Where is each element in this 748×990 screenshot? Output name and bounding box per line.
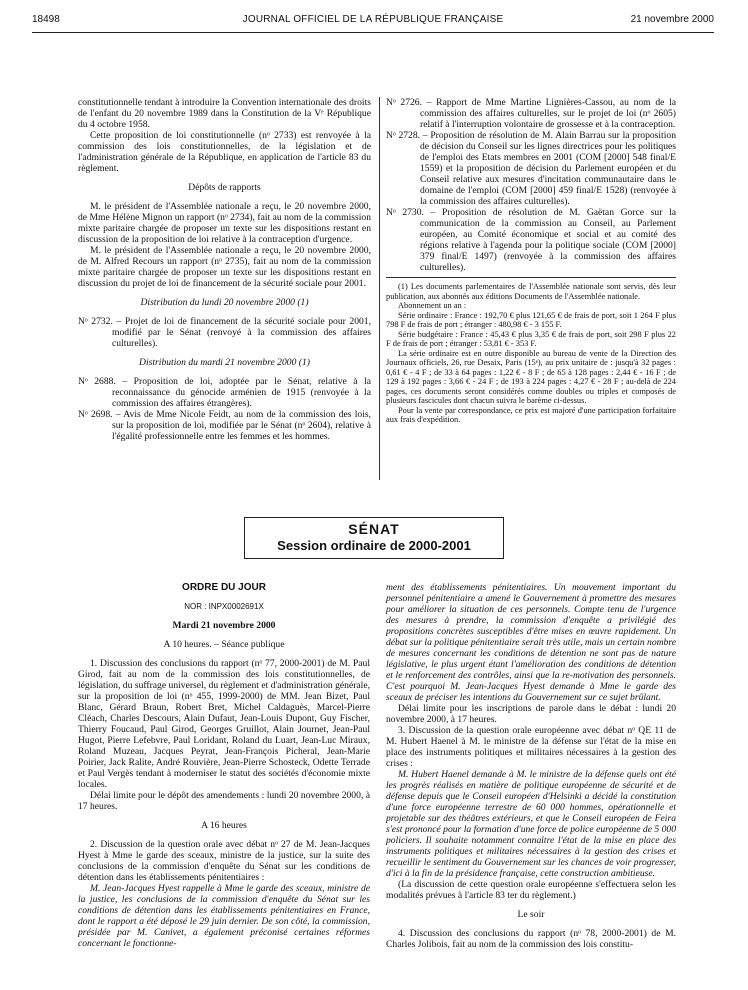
question-text: M. Jean-Jacques Hyest rappelle à Mme le garde des sceaux, ministre de la justice, les conclusions de la commission d'enquête du Sénat sur les conditions de détention dans les établissements pénitentiaires en France, dont le rapport a été déposé le 29 juin dernier. De son côté, la commission, présidée par M. Canivet, a également préconisé certaines réformes concernant le fonctionne- — [78, 883, 370, 949]
section-heading: Dépôts de rapports — [188, 182, 261, 193]
footnote-text: Série ordinaire : France : 192,70 € plus 121,65 € de frais de port, soit 1 264 F plus 798 F de frais de port ; étranger : 480,98 € - 3 155 F. — [386, 310, 676, 329]
question-text: M. Hubert Haenel demande à M. le ministre de la défense quels ont été les progrès réalisés en matière de politique européenne de sécurité et de défense depuis que le Conseil européen d'Helsinki a décidé la constitution d'une force européenne terrestre de 60 000 hommes, opérationnelle et projetable sur des théâtres extérieurs, et que le Conseil européen de Feira s'est prononcé pour la formation d'une force de police européenne de 5 000 policiers. Il souhaite notamment connaître l'état de la mise en place des instruments politiques et militaires nécessaires à la gestion des crises et recueillir le sentiment du Gouvernement sur les chances de voir progresser, d'ici à la fin de la présidence française, cette construction ambitieuse. — [386, 769, 676, 879]
footnote-text: Série budgétaire : France : 45,43 € plus 3,35 € de frais de port, soit 298 F plus 22 F de frais de port ; étranger : 53,81 € - 353 F. — [386, 329, 676, 348]
footnote — [386, 282, 676, 425]
session-subtitle: Session ordinaire de 2000-2001 — [277, 538, 471, 553]
bottom-left-column — [78, 582, 370, 949]
senat-heading-box — [244, 517, 504, 559]
document-entry: Nᵒ 2730. – Proposition de résolution de M. Gaëtan Gorce sur la communication de la commission au Conseil, au Parlement européen, au Comité économique et social et au comité des régions relative à l'agenda pour la politique sociale (COM [2000] 379 final/E 1497) (renvoyée à la commission des affaires culturelles). — [386, 207, 676, 273]
nor-reference: NOR : INPX0002691X — [184, 602, 264, 611]
ordre-du-jour-heading: ORDRE DU JOUR — [182, 582, 266, 593]
document-entry: Nᵒ 2698. – Avis de Mme Nicole Feidt, au nom de la commission des lois, sur la proposition de loi, modifiée par le Sénat (nᵒ 2604), relative à l'égalité professionnelle entre les femmes et les hommes. — [78, 409, 371, 442]
document-entry: Nᵒ 2728. – Proposition de résolution de M. Alain Barrau sur la proposition de décision du Conseil sur les lignes directrices pour les politiques de l'emploi des Etats membres en 2001 (COM [2000] 548 final/E 1559) et la proposition de décision du Parlement européen et du Conseil relative aux mesures d'incitation communautaire dans le domaine de l'emploi (COM [2000] 459 final/E 1528) (renvoyée à la commission des affaires culturelles). — [386, 130, 676, 207]
agenda-item: 1. Discussion des conclusions du rapport (nᵒ 77, 2000-2001) de M. Paul Girod, fait au nom de la commission des lois constitutionnelles, de législation, du suffrage universel, du règlement et d'administration générale, sur la proposition de loi (nᵒ 455, 1999-2000) de MM. Jean Bizet, Paul Blanc, Gérard Braun, Robert Bret, Michel Caldaguès, Marcel-Pierre Cléach, Charles Descours, Alain Dufaut, Jean-Louis Dupont, Guy Fischer, Thierry Foucaud, Paul Girod, Georges Gruillot, Alain Journet, Jean-Paul Hugot, Pierre Lefebvre, Paul Loridant, Roland du Luart, Jean-Luc Miraux, Roland Muzeau, Jacques Peyrat, Jean-François Picheral, Jean-Marie Poirier, Jack Ralite, André Rouvière, Jean-Pierre Schosteck, Odette Terrade et Paul Vergès tendant à moderniser le statut des sociétés d'économie mixte locales. — [78, 658, 370, 790]
paragraph: Cette proposition de loi constitutionnelle (nᵒ 2733) est renvoyée à la commission des lois constitutionnelles, de la législation et de l'administration générale de la République, en application de l'article 83 du règlement. — [78, 130, 371, 174]
footnote-text: (1) Les documents parlementaires de l'Assemblée nationale sont servis, dès leur publication, aux abonnés aux éditions Documents de l'Assemblée nationale. — [386, 282, 676, 301]
page-number: 18498 — [32, 14, 60, 25]
header-rule — [32, 32, 714, 33]
bottom-right-column — [386, 582, 676, 950]
deadline-text: Délai limite pour les inscriptions de parole dans le débat : lundi 20 novembre 2000, à 17 heures. — [386, 703, 676, 725]
journal-title: JOURNAL OFFICIEL DE LA RÉPUBLIQUE FRANÇAISE — [242, 14, 504, 25]
agenda-item: 4. Discussion des conclusions du rapport (nᵒ 78, 2000-2001) de M. Charles Jolibois, fait au nom de la commission des lois constitu- — [386, 928, 676, 950]
footnote-text: La série ordinaire est en outre disponible au bureau de vente de la Direction des Journaux officiels, 26, rue Desaix, Paris (15ᵉ), au prix unitaire de : jusqu'à 32 pages : 0,61 € - 4 F ; de 33 à 64 pages : 1,22 € - 8 F ; de 65 à 128 pages : 2,44 € - 16 F ; de 129 à 192 pages : 3,66 € - 24 F ; de 193 à 224 pages : 4,27 € - 28 F ; au-delà de 224 pages, ces documents seront considérés comme doubles ou triples et composés de plusieurs fascicules dont chacun suivra le barème ci-dessus. — [386, 348, 676, 405]
paragraph: M. le président de l'Assemblée nationale a reçu, le 20 novembre 2000, de M. Alfred Recours un rapport (nᵒ 2735), fait au nom de la commission mixte paritaire chargée de proposer un texte sur les dispositions restant en discussion du projet de loi de financement de la sécurité sociale pour 2001. — [78, 245, 371, 289]
top-left-column — [78, 97, 371, 442]
document-entry: Nᵒ 2726. – Rapport de Mme Martine Lignières-Cassou, au nom de la commission des affaires culturelles, sur le projet de loi (nᵒ 2605) relatif à l'interruption volontaire de grossesse et à la contraception. — [386, 97, 676, 130]
paragraph: M. le président de l'Assemblée nationale a reçu, le 20 novembre 2000, de Mme Hélène Mignon un rapport (nᵒ 2734), fait au nom de la commission mixte paritaire chargée de proposer un texte sur les dispositions restant en discussion de la proposition de loi relative à la contraception d'urgence. — [78, 201, 371, 245]
header-date: 21 novembre 2000 — [630, 14, 714, 25]
agenda-item: 3. Discussion de la question orale européenne avec débat nᵒ QE 11 de M. Hubert Haenel à M. le ministre de la défense sur l'état de la mise en place des instruments politiques et militaires nécessaires à la gestion des crises : — [386, 725, 676, 769]
page-header — [32, 14, 714, 30]
document-entry: Nᵒ 2688. – Proposition de loi, adoptée par le Sénat, relative à la reconnaissance du génocide arménien de 1915 (renvoyée à la commission des affaires étrangères). — [78, 376, 371, 409]
procedure-note: (La discussion de cette question orale européenne s'effectuera selon les modalités prévues à l'article 83 ter du règlement.) — [386, 879, 676, 901]
question-text: ment des établissements pénitentiaires. Un mouvement important du personnel pénitentiaire a amené le Gouvernement à promettre des mesures pour améliorer la situation de ces personnels. Compte tenu de l'urgence des mesures à prendre, la commission d'enquête a privilégié des propositions concrètes susceptibles d'être mises en œuvre rapidement. Un débat sur la politique pénitentiaire serait très utile, mais un certain nombre de mesures concernant les conditions de détention ne sont pas de nature législative, le plus urgent étant l'amélioration des conditions de détention et le renforcement des contrôles, ainsi que la re-motivation des personnels. C'est pourquoi M. Jean-Jacques Hyest demande à Mme le garde des sceaux de préciser les intentions du Gouvernement sur ce sujet brûlant. — [386, 582, 676, 703]
deadline-text: Délai limite pour le dépôt des amendements : lundi 20 novembre 2000, à 17 heures. — [78, 790, 370, 812]
distribution-heading: Distribution du mardi 21 novembre 2000 (1) — [139, 357, 310, 368]
time-heading: A 16 heures — [201, 820, 247, 831]
day-heading: Mardi 21 novembre 2000 — [172, 620, 276, 631]
document-entry: Nᵒ 2732. – Projet de loi de financement de la sécurité sociale pour 2001, modifié par le Sénat (renvoyé à la commission des affaires culturelles). — [78, 316, 371, 349]
distribution-heading: Distribution du lundi 20 novembre 2000 (1) — [140, 297, 309, 308]
column-divider — [379, 97, 380, 480]
footnote-rule — [386, 277, 676, 278]
paragraph: constitutionnelle tendant à introduire la Convention internationale des droits de l'enfant du 20 novembre 1989 dans la Constitution de la Vᵉ République du 4 octobre 1958. — [78, 97, 371, 130]
footnote-text: Abonnement un an : — [398, 301, 467, 310]
senat-title: SÉNAT — [348, 521, 400, 537]
top-right-column — [386, 97, 676, 425]
time-heading: A 10 heures. – Séance publique — [163, 639, 285, 650]
agenda-item: 2. Discussion de la question orale avec débat nᵒ 27 de M. Jean-Jacques Hyest à Mme le garde des sceaux, ministre de la justice, sur la suite des conclusions de la commission d'enquête du Sénat sur les conditions de détention dans les établissements pénitentiaires : — [78, 839, 370, 883]
footnote-text: Pour la vente par correspondance, ce prix est majoré d'une participation forfaitaire aux frais d'expédition. — [386, 405, 676, 424]
time-heading: Le soir — [517, 909, 545, 920]
